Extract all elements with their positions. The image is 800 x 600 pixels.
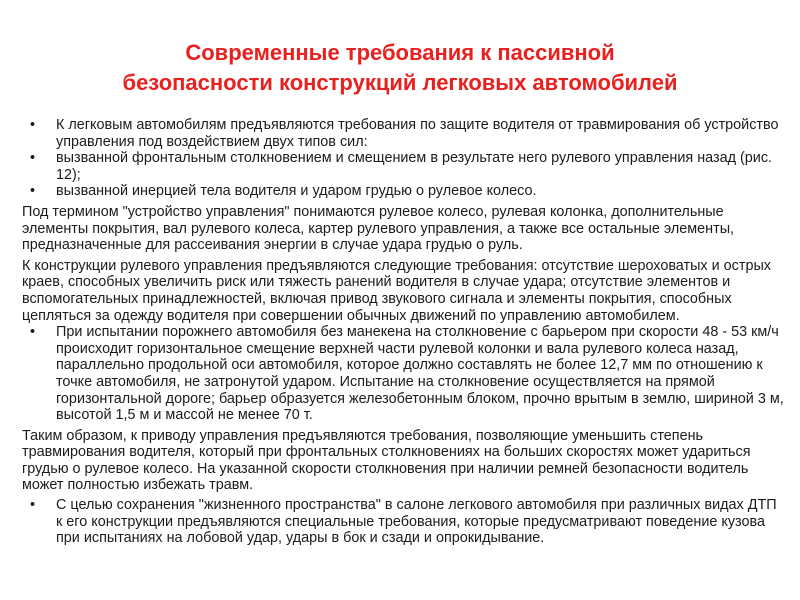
bullet-item: • вызванной инерцией тела водителя и ударом грудью о рулевое колесо. xyxy=(22,183,784,200)
slide-title-line-2: безопасности конструкций легковых автомобилей xyxy=(122,70,678,95)
slide-title xyxy=(0,38,800,98)
paragraph: К конструкции рулевого управления предъявляются следующие требования: отсутствие шероховатых и острых краев, способных увеличить риск или тяжесть ранений водителя в случае удара; отсутствие элементов и вспомогательных принадлежностей, включая привод звукового сигнала и элементы покрытия, способных цепляться за одежду водителя при совершении обычных движений по управлению автомобилем. xyxy=(22,257,771,324)
slide-body xyxy=(22,117,784,547)
bullet-item: • С целью сохранения "жизненного пространства" в салоне легкового автомобиля при различных видах ДТП к его конструкции предъявляются специальные требования, которые предусматривают поведение кузова при испытаниях на лобовой удар, удары в бок и сзади и опрокидывание. xyxy=(22,497,784,547)
bullet-item: • При испытании порожнего автомобиля без манекена на столкновение с барьером при скорости 48 - 53 км/ч происходит горизонтальное смещение верхней части рулевой колонки и вала рулевого колеса назад, параллельно продольной оси автомобиля, которое должно составлять не более 12,7 мм по отношению к точке автомобиля, не затронутой ударом. Испытание на столкновение осуществляется на прямой горизонтальной дороге; барьер образуется железобетонным блоком, прочно врытым в землю, шириной 3 м, высотой 1,5 м и массой не менее 70 т. xyxy=(22,324,784,424)
paragraph: Таким образом, к приводу управления предъявляются требования, позволяющие уменьшить степень травмирования водителя, который при фронтальных столкновениях на больших скоростях может удариться грудью о рулевое колесо. На указанной скорости столкновения при наличии ремней безопасности водитель может полностью избежать травм. xyxy=(22,427,751,494)
slide-title-line-1: Современные требования к пассивной xyxy=(185,40,615,65)
bullet-item: • вызванной фронтальным столкновением и смещением в результате него рулевого управления назад (рис. 12); xyxy=(22,150,784,183)
paragraph: Под термином "устройство управления" понимаются рулевое колесо, рулевая колонка, дополнительные элементы покрытия, вал рулевого колеса, картер рулевого управления, а также все остальные элементы, предназначенные для рассеивания энергии в случае удара грудью о руль. xyxy=(22,203,735,254)
bullet-item: • К легковым автомобилям предъявляются требования по защите водителя от травмирования об устройство управления под воздействием двух типов сил: xyxy=(22,117,784,150)
